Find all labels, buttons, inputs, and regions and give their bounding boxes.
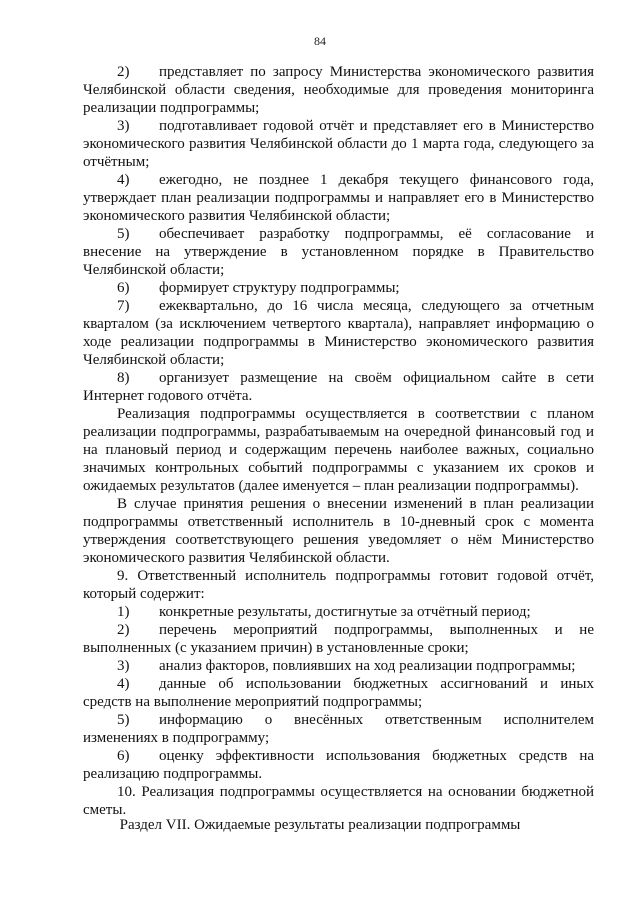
list-item xyxy=(83,297,594,369)
list-item xyxy=(83,675,594,711)
list-item xyxy=(83,117,594,171)
item-text: информацию о внесённых ответственным исполнителем изменениях в подпрограмму; xyxy=(83,712,594,746)
list-b xyxy=(83,603,594,783)
item-number: 8) xyxy=(117,370,130,386)
item-number: 5) xyxy=(117,226,130,242)
item-number: 6) xyxy=(117,280,130,296)
item-text: организует размещение на своём официальном сайте в сети Интернет годового отчёта. xyxy=(83,370,594,404)
list-a xyxy=(83,63,594,405)
item-text: формирует структуру подпрограммы; xyxy=(159,280,400,296)
list-item xyxy=(83,171,594,225)
item-number: 3) xyxy=(117,118,130,134)
item-text: анализ факторов, повлиявших на ход реализации подпрограммы; xyxy=(159,658,576,674)
item-text: ежеквартально, до 16 числа месяца, следующего за отчетным кварталом (за исключением четвертого квартала), направляет информацию о ходе реализации подпрограммы в Министерство экономического развития Челябинской области; xyxy=(83,298,594,368)
section-heading: Раздел VII. Ожидаемые результаты реализации подпрограммы xyxy=(119,817,521,833)
item-number: 2) xyxy=(117,622,130,638)
item-number: 5) xyxy=(117,712,130,728)
document-body xyxy=(83,63,594,819)
list-item xyxy=(83,279,594,297)
paragraph-10: 10. Реализация подпрограммы осуществляется на основании бюджетной сметы. xyxy=(83,784,594,818)
item-text: конкретные результаты, достигнутые за отчётный период; xyxy=(159,604,531,620)
item-text: обеспечивает разработку подпрограммы, её согласование и внесение на утверждение в установленном порядке в Правительство Челябинской области; xyxy=(83,226,594,278)
item-text: представляет по запросу Министерства экономического развития Челябинской области сведения, необходимые для проведения мониторинга реализации подпрограммы; xyxy=(83,64,594,116)
list-item xyxy=(83,747,594,783)
list-item xyxy=(83,711,594,747)
paragraph-changes: В случае принятия решения о внесении изменений в план реализации подпрограммы ответственный исполнитель в 10-дневный срок с момента утверждения соответствующего решения уведомляет о нём Министерство экономического развития Челябинской области. xyxy=(83,496,594,566)
item-text: перечень мероприятий подпрограммы, выполненных и не выполненных (с указанием причин) в установленные сроки; xyxy=(83,622,594,656)
item-text: ежегодно, не позднее 1 декабря текущего финансового года, утверждает план реализации подпрограммы и направляет его в Министерство экономического развития Челябинской области; xyxy=(83,172,594,224)
list-item xyxy=(83,657,594,675)
list-item xyxy=(83,225,594,279)
item-text: данные об использовании бюджетных ассигнований и иных средств на выполнение мероприятий подпрограммы; xyxy=(83,676,594,710)
page-number: 84 xyxy=(314,34,326,48)
item-number: 1) xyxy=(117,604,130,620)
item-number: 7) xyxy=(117,298,130,314)
paragraph-9: 9. Ответственный исполнитель подпрограммы готовит годовой отчёт, который содержит: xyxy=(83,568,594,602)
list-item xyxy=(83,621,594,657)
paragraph-plan: Реализация подпрограммы осуществляется в соответствии с планом реализации подпрограммы, разрабатываемым на очередной финансовый год и на плановый период и содержащим перечень наиболее важных, социально значимых контрольных событий подпрограммы с указанием их сроков и ожидаемых результатов (далее именуется – план реализации подпрограммы). xyxy=(83,406,594,494)
list-item xyxy=(83,369,594,405)
list-item xyxy=(83,63,594,117)
item-number: 4) xyxy=(117,172,130,188)
item-text: оценку эффективности использования бюджетных средств на реализацию подпрограммы. xyxy=(83,748,594,782)
item-number: 6) xyxy=(117,748,130,764)
list-item xyxy=(83,603,594,621)
item-number: 3) xyxy=(117,658,130,674)
item-number: 2) xyxy=(117,64,130,80)
item-text: подготавливает годовой отчёт и представляет его в Министерство экономического развития Челябинской области до 1 марта года, следующего за отчётным; xyxy=(83,118,594,170)
item-number: 4) xyxy=(117,676,130,692)
